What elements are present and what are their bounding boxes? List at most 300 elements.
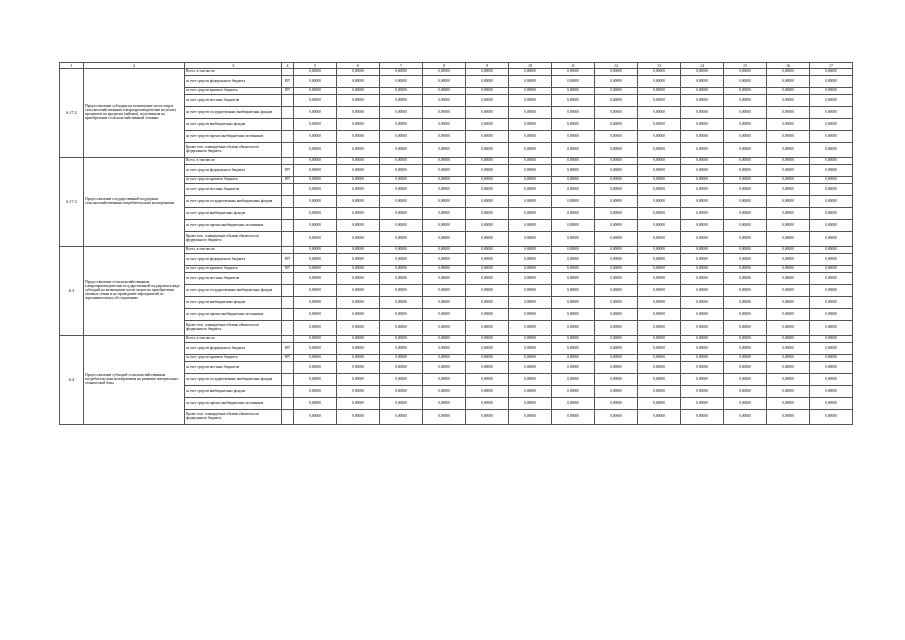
value-cell: 0,00000: [509, 107, 552, 119]
value-cell: 0,00000: [767, 196, 810, 208]
value-cell: 0,00000: [810, 208, 853, 220]
value-cell: 0,00000: [509, 158, 552, 165]
funding-source: за счет средств прочих внебюджетных источников: [185, 398, 282, 410]
value-cell: 0,00000: [423, 336, 466, 343]
measure-title: Предоставление субсидий сельскохозяйственным потребительским кооперативам на развитие материально-технической базы: [84, 336, 185, 425]
funding-source: за счет средств прочих внебюджетных источников: [185, 309, 282, 321]
value-cell: 0,00000: [638, 165, 681, 177]
value-cell: 0,00000: [638, 362, 681, 374]
value-cell: 0,00000: [681, 336, 724, 343]
value-cell: 0,00000: [294, 321, 337, 336]
value-cell: 0,00000: [380, 107, 423, 119]
value-cell: 0,00000: [810, 119, 853, 131]
value-cell: 0,00000: [595, 374, 638, 386]
value-cell: 0,00000: [294, 355, 337, 362]
value-cell: 0,00000: [294, 208, 337, 220]
value-cell: 0,00000: [724, 208, 767, 220]
value-cell: 0,00000: [466, 321, 509, 336]
value-cell: 0,00000: [423, 76, 466, 88]
value-cell: 0,00000: [810, 254, 853, 266]
value-cell: 0,00000: [638, 220, 681, 232]
value-cell: 0,00000: [595, 69, 638, 76]
value-cell: 0,00000: [294, 273, 337, 285]
value-cell: 0,00000: [767, 321, 810, 336]
value-cell: 0,00000: [638, 343, 681, 355]
value-cell: 0,00000: [380, 131, 423, 143]
value-cell: 0,00000: [595, 88, 638, 95]
funding-source: за счет средств государственных внебюджетных фондов: [185, 196, 282, 208]
value-cell: 0,00000: [380, 208, 423, 220]
value-cell: 0,00000: [681, 362, 724, 374]
value-cell: 0,00000: [552, 321, 595, 336]
value-cell: 0,00000: [337, 297, 380, 309]
value-cell: 0,00000: [337, 273, 380, 285]
value-cell: 0,00000: [337, 131, 380, 143]
value-cell: 0,00000: [681, 355, 724, 362]
table-row: [60, 336, 853, 343]
funding-source: за счет средств местных бюджетов: [185, 362, 282, 374]
value-cell: 0,00000: [552, 76, 595, 88]
value-cell: 0,00000: [681, 398, 724, 410]
value-cell: 0,00000: [595, 165, 638, 177]
value-cell: 0,00000: [380, 362, 423, 374]
funding-source: Всего, в том числе:: [185, 158, 282, 165]
value-cell: 0,00000: [380, 386, 423, 398]
value-cell: 0,00000: [724, 95, 767, 107]
value-cell: 0,00000: [724, 88, 767, 95]
value-cell: 0,00000: [638, 208, 681, 220]
value-cell: 0,00000: [380, 165, 423, 177]
value-cell: 0,00000: [595, 119, 638, 131]
value-cell: 0,00000: [380, 410, 423, 425]
value-cell: 0,00000: [552, 177, 595, 184]
funding-source: за счет средств внебюджетных фондов: [185, 386, 282, 398]
value-cell: 0,00000: [810, 184, 853, 196]
value-cell: 0,00000: [552, 254, 595, 266]
value-cell: 0,00000: [294, 336, 337, 343]
value-cell: 0,00000: [552, 266, 595, 273]
value-cell: 0,00000: [767, 131, 810, 143]
value-cell: 0,00000: [509, 309, 552, 321]
value-cell: 0,00000: [509, 88, 552, 95]
value-cell: 0,00000: [552, 285, 595, 297]
value-cell: 0,00000: [681, 297, 724, 309]
value-cell: 0,00000: [724, 107, 767, 119]
funding-source: за счет средств внебюджетных фондов: [185, 208, 282, 220]
value-cell: 0,00000: [466, 336, 509, 343]
value-cell: 0,00000: [552, 196, 595, 208]
budget-code: 897: [282, 88, 294, 95]
value-cell: 0,00000: [509, 297, 552, 309]
value-cell: 0,00000: [810, 76, 853, 88]
value-cell: 0,00000: [810, 131, 853, 143]
value-cell: 0,00000: [380, 95, 423, 107]
value-cell: 0,00000: [552, 232, 595, 247]
value-cell: 0,00000: [810, 336, 853, 343]
funding-source: за счет средств государственных внебюджетных фондов: [185, 285, 282, 297]
value-cell: 0,00000: [810, 273, 853, 285]
value-cell: 0,00000: [595, 398, 638, 410]
budget-code: [282, 386, 294, 398]
value-cell: 0,00000: [638, 143, 681, 158]
value-cell: 0,00000: [423, 285, 466, 297]
value-cell: 0,00000: [810, 309, 853, 321]
value-cell: 0,00000: [509, 374, 552, 386]
value-cell: 0,00000: [638, 232, 681, 247]
value-cell: 0,00000: [337, 165, 380, 177]
value-cell: 0,00000: [509, 220, 552, 232]
budget-code: [282, 247, 294, 254]
value-cell: 0,00000: [466, 184, 509, 196]
value-cell: 0,00000: [638, 131, 681, 143]
value-cell: 0,00000: [681, 266, 724, 273]
value-cell: 0,00000: [466, 343, 509, 355]
value-cell: 0,00000: [810, 69, 853, 76]
value-cell: 0,00000: [294, 285, 337, 297]
value-cell: 0,00000: [767, 254, 810, 266]
value-cell: 0,00000: [466, 362, 509, 374]
value-cell: 0,00000: [638, 398, 681, 410]
value-cell: 0,00000: [595, 177, 638, 184]
value-cell: 0,00000: [466, 119, 509, 131]
value-cell: 0,00000: [423, 398, 466, 410]
value-cell: 0,00000: [423, 266, 466, 273]
value-cell: 0,00000: [423, 158, 466, 165]
value-cell: 0,00000: [810, 297, 853, 309]
funding-source: Кроме того, планируемые объемы обязательств федерального бюджета: [185, 143, 282, 158]
value-cell: 0,00000: [638, 158, 681, 165]
value-cell: 0,00000: [294, 69, 337, 76]
value-cell: 0,00000: [423, 196, 466, 208]
value-cell: 0,00000: [294, 232, 337, 247]
value-cell: 0,00000: [423, 343, 466, 355]
value-cell: 0,00000: [466, 131, 509, 143]
value-cell: 0,00000: [509, 362, 552, 374]
value-cell: 0,00000: [466, 220, 509, 232]
value-cell: 0,00000: [337, 247, 380, 254]
value-cell: 0,00000: [380, 398, 423, 410]
value-cell: 0,00000: [595, 254, 638, 266]
value-cell: 0,00000: [337, 309, 380, 321]
value-cell: 0,00000: [767, 297, 810, 309]
value-cell: 0,00000: [294, 158, 337, 165]
budget-table: [59, 62, 853, 425]
value-cell: 0,00000: [767, 177, 810, 184]
value-cell: 0,00000: [294, 107, 337, 119]
value-cell: 0,00000: [810, 362, 853, 374]
funding-source: за счет средств федерального бюджета: [185, 254, 282, 266]
value-cell: 0,00000: [595, 362, 638, 374]
value-cell: 0,00000: [466, 143, 509, 158]
value-cell: 0,00000: [638, 254, 681, 266]
value-cell: 0,00000: [595, 343, 638, 355]
value-cell: 0,00000: [337, 95, 380, 107]
value-cell: 0,00000: [294, 374, 337, 386]
value-cell: 0,00000: [423, 247, 466, 254]
value-cell: 0,00000: [767, 95, 810, 107]
value-cell: 0,00000: [466, 196, 509, 208]
value-cell: 0,00000: [423, 95, 466, 107]
value-cell: 0,00000: [810, 220, 853, 232]
value-cell: 0,00000: [724, 410, 767, 425]
value-cell: 0,00000: [681, 107, 724, 119]
column-number: 4: [282, 63, 294, 69]
value-cell: 0,00000: [810, 374, 853, 386]
value-cell: 0,00000: [681, 220, 724, 232]
value-cell: 0,00000: [552, 165, 595, 177]
value-cell: 0,00000: [638, 196, 681, 208]
value-cell: 0,00000: [423, 184, 466, 196]
value-cell: 0,00000: [423, 165, 466, 177]
table-row: [60, 158, 853, 165]
value-cell: 0,00000: [595, 355, 638, 362]
value-cell: 0,00000: [380, 309, 423, 321]
value-cell: 0,00000: [423, 88, 466, 95]
value-cell: 0,00000: [294, 386, 337, 398]
budget-code: [282, 336, 294, 343]
value-cell: 0,00000: [380, 297, 423, 309]
value-cell: 0,00000: [724, 398, 767, 410]
value-cell: 0,00000: [595, 247, 638, 254]
value-cell: 0,00000: [466, 386, 509, 398]
funding-source: Кроме того, планируемые объемы обязательств федерального бюджета: [185, 321, 282, 336]
value-cell: 0,00000: [681, 285, 724, 297]
value-cell: 0,00000: [466, 158, 509, 165]
budget-code: [282, 208, 294, 220]
funding-source: за счет средств внебюджетных фондов: [185, 119, 282, 131]
value-cell: 0,00000: [294, 266, 337, 273]
value-cell: 0,00000: [595, 76, 638, 88]
value-cell: 0,00000: [466, 355, 509, 362]
value-cell: 0,00000: [466, 297, 509, 309]
value-cell: 0,00000: [509, 131, 552, 143]
value-cell: 0,00000: [294, 398, 337, 410]
value-cell: 0,00000: [423, 208, 466, 220]
value-cell: 0,00000: [294, 309, 337, 321]
funding-source: за счет средств прочих внебюджетных источников: [185, 220, 282, 232]
value-cell: 0,00000: [681, 410, 724, 425]
value-cell: 0,00000: [724, 355, 767, 362]
value-cell: 0,00000: [767, 220, 810, 232]
value-cell: 0,00000: [681, 95, 724, 107]
value-cell: 0,00000: [724, 273, 767, 285]
value-cell: 0,00000: [767, 398, 810, 410]
value-cell: 0,00000: [466, 398, 509, 410]
value-cell: 0,00000: [552, 143, 595, 158]
value-cell: 0,00000: [724, 285, 767, 297]
value-cell: 0,00000: [294, 362, 337, 374]
value-cell: 0,00000: [724, 321, 767, 336]
value-cell: 0,00000: [638, 88, 681, 95]
value-cell: 0,00000: [294, 196, 337, 208]
value-cell: 0,00000: [595, 143, 638, 158]
value-cell: 0,00000: [423, 119, 466, 131]
value-cell: 0,00000: [337, 177, 380, 184]
value-cell: 0,00000: [423, 220, 466, 232]
value-cell: 0,00000: [595, 410, 638, 425]
funding-source: за счет средств федерального бюджета: [185, 343, 282, 355]
value-cell: 0,00000: [681, 343, 724, 355]
value-cell: 0,00000: [380, 119, 423, 131]
value-cell: 0,00000: [337, 76, 380, 88]
value-cell: 0,00000: [681, 321, 724, 336]
value-cell: 0,00000: [423, 355, 466, 362]
value-cell: 0,00000: [724, 247, 767, 254]
value-cell: 0,00000: [767, 362, 810, 374]
value-cell: 0,00000: [595, 386, 638, 398]
value-cell: 0,00000: [724, 297, 767, 309]
value-cell: 0,00000: [509, 208, 552, 220]
value-cell: 0,00000: [552, 273, 595, 285]
budget-code: [282, 297, 294, 309]
value-cell: 0,00000: [724, 309, 767, 321]
value-cell: 0,00000: [638, 386, 681, 398]
value-cell: 0,00000: [552, 220, 595, 232]
table-row: [60, 247, 853, 254]
value-cell: 0,00000: [724, 386, 767, 398]
value-cell: 0,00000: [724, 76, 767, 88]
value-cell: 0,00000: [423, 232, 466, 247]
value-cell: 0,00000: [380, 76, 423, 88]
value-cell: 0,00000: [638, 273, 681, 285]
value-cell: 0,00000: [337, 196, 380, 208]
value-cell: 0,00000: [337, 386, 380, 398]
funding-source: за счет средств государственных внебюджетных фондов: [185, 374, 282, 386]
value-cell: 0,00000: [380, 158, 423, 165]
budget-code: 897: [282, 343, 294, 355]
column-number: 1: [60, 63, 84, 69]
value-cell: 0,00000: [337, 321, 380, 336]
budget-code: [282, 398, 294, 410]
value-cell: 0,00000: [337, 343, 380, 355]
value-cell: 0,00000: [380, 336, 423, 343]
value-cell: 0,00000: [681, 69, 724, 76]
value-cell: 0,00000: [380, 184, 423, 196]
budget-code: [282, 107, 294, 119]
value-cell: 0,00000: [638, 309, 681, 321]
value-cell: 0,00000: [724, 362, 767, 374]
value-cell: 0,00000: [337, 398, 380, 410]
value-cell: 0,00000: [466, 232, 509, 247]
value-cell: 0,00000: [681, 158, 724, 165]
funding-source: Кроме того, планируемые объемы обязательств федерального бюджета: [185, 232, 282, 247]
value-cell: 0,00000: [380, 177, 423, 184]
value-cell: 0,00000: [810, 177, 853, 184]
value-cell: 0,00000: [810, 386, 853, 398]
value-cell: 0,00000: [552, 343, 595, 355]
value-cell: 0,00000: [294, 88, 337, 95]
value-cell: 0,00000: [423, 131, 466, 143]
value-cell: 0,00000: [337, 119, 380, 131]
value-cell: 0,00000: [423, 309, 466, 321]
value-cell: 0,00000: [466, 247, 509, 254]
value-cell: 0,00000: [337, 254, 380, 266]
value-cell: 0,00000: [466, 107, 509, 119]
row-index: 6.4: [60, 336, 84, 425]
value-cell: 0,00000: [552, 208, 595, 220]
value-cell: 0,00000: [681, 232, 724, 247]
funding-source: за счет средств местных бюджетов: [185, 184, 282, 196]
value-cell: 0,00000: [423, 254, 466, 266]
table-row: [60, 69, 853, 76]
value-cell: 0,00000: [509, 355, 552, 362]
value-cell: 0,00000: [294, 165, 337, 177]
budget-code: [282, 158, 294, 165]
value-cell: 0,00000: [767, 107, 810, 119]
value-cell: 0,00000: [337, 158, 380, 165]
value-cell: 0,00000: [638, 297, 681, 309]
value-cell: 0,00000: [767, 336, 810, 343]
value-cell: 0,00000: [681, 374, 724, 386]
value-cell: 0,00000: [380, 355, 423, 362]
value-cell: 0,00000: [638, 107, 681, 119]
value-cell: 0,00000: [595, 196, 638, 208]
value-cell: 0,00000: [294, 254, 337, 266]
value-cell: 0,00000: [595, 309, 638, 321]
value-cell: 0,00000: [595, 285, 638, 297]
value-cell: 0,00000: [294, 95, 337, 107]
value-cell: 0,00000: [423, 321, 466, 336]
value-cell: 0,00000: [337, 184, 380, 196]
funding-source: за счет средств краевого бюджета: [185, 266, 282, 273]
budget-code: 897: [282, 266, 294, 273]
value-cell: 0,00000: [724, 254, 767, 266]
value-cell: 0,00000: [595, 321, 638, 336]
budget-code: 897: [282, 76, 294, 88]
value-cell: 0,00000: [681, 88, 724, 95]
value-cell: 0,00000: [638, 266, 681, 273]
value-cell: 0,00000: [509, 343, 552, 355]
value-cell: 0,00000: [810, 321, 853, 336]
value-cell: 0,00000: [681, 386, 724, 398]
value-cell: 0,00000: [294, 76, 337, 88]
row-index: 6.17.3: [60, 158, 84, 247]
value-cell: 0,00000: [552, 95, 595, 107]
value-cell: 0,00000: [509, 398, 552, 410]
column-number: 13: [638, 63, 681, 69]
value-cell: 0,00000: [380, 143, 423, 158]
value-cell: 0,00000: [552, 362, 595, 374]
value-cell: 0,00000: [595, 273, 638, 285]
value-cell: 0,00000: [638, 177, 681, 184]
value-cell: 0,00000: [681, 177, 724, 184]
value-cell: 0,00000: [595, 266, 638, 273]
column-number: 7: [380, 63, 423, 69]
value-cell: 0,00000: [810, 232, 853, 247]
value-cell: 0,00000: [810, 107, 853, 119]
value-cell: 0,00000: [552, 69, 595, 76]
value-cell: 0,00000: [466, 208, 509, 220]
value-cell: 0,00000: [509, 336, 552, 343]
value-cell: 0,00000: [810, 398, 853, 410]
measure-title: Предоставление сельскохозяйственным товаропроизводителям государственной поддержки в виде субсидий на возмещение части затрат на приобретение элитных семян и на проведение мероприятий по агрохимическому обследованию: [84, 247, 185, 336]
value-cell: 0,00000: [466, 177, 509, 184]
value-cell: 0,00000: [595, 107, 638, 119]
value-cell: 0,00000: [595, 220, 638, 232]
value-cell: 0,00000: [337, 410, 380, 425]
value-cell: 0,00000: [681, 184, 724, 196]
value-cell: 0,00000: [724, 69, 767, 76]
value-cell: 0,00000: [552, 131, 595, 143]
row-index: 6.3: [60, 247, 84, 336]
value-cell: 0,00000: [638, 119, 681, 131]
value-cell: 0,00000: [595, 131, 638, 143]
value-cell: 0,00000: [638, 410, 681, 425]
budget-code: [282, 143, 294, 158]
value-cell: 0,00000: [294, 220, 337, 232]
value-cell: 0,00000: [466, 285, 509, 297]
value-cell: 0,00000: [294, 410, 337, 425]
